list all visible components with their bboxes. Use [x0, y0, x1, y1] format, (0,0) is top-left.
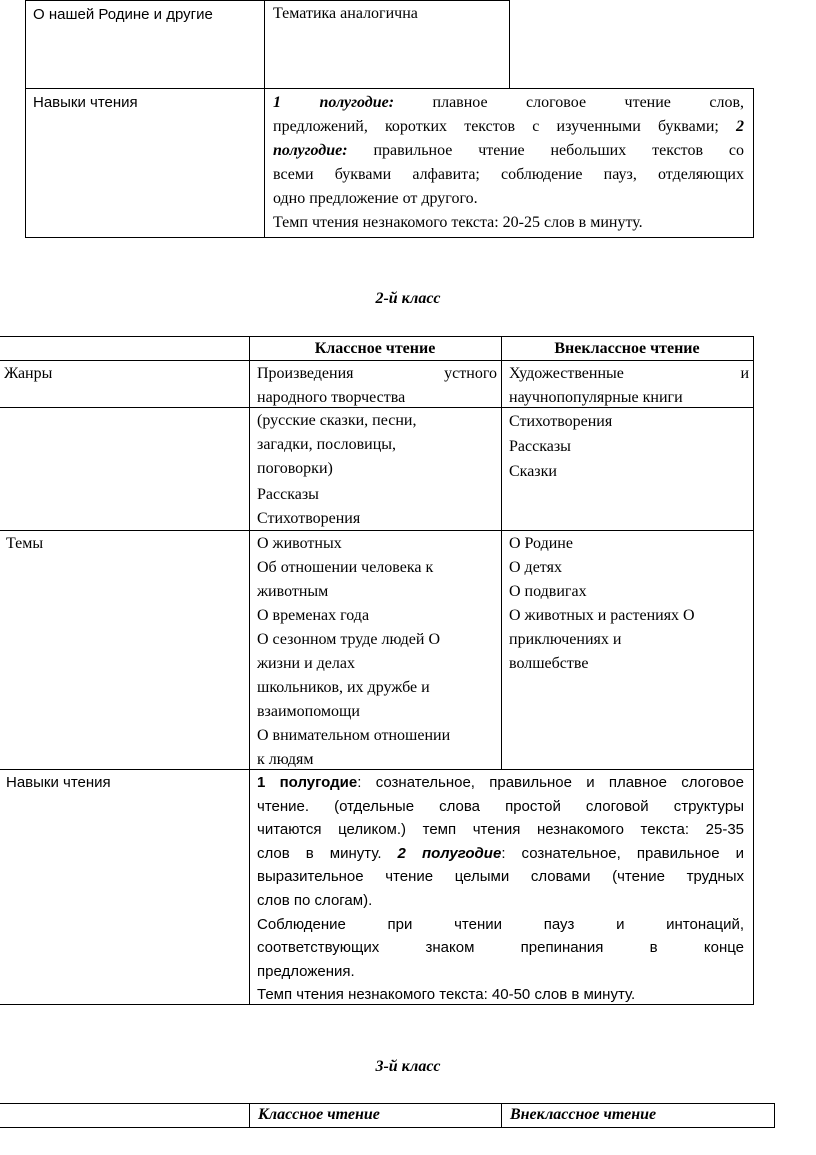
text-line: народного творчества	[257, 389, 406, 406]
text-line: загадки, пословицы,	[257, 436, 397, 453]
text-line: О Родине	[509, 535, 573, 552]
text-line: предложения.	[257, 962, 355, 980]
text-fragment: слов в минуту.	[257, 844, 398, 862]
text-line: Стихотворения	[257, 510, 361, 527]
col-header-class-reading: Классное чтение	[314, 340, 436, 357]
text-fragment: : сознательное, правильное и	[501, 844, 744, 862]
text-line: О временах года	[257, 607, 370, 624]
text-fragment: одно предложение от другого.	[273, 190, 478, 207]
row-label-themes: Темы	[6, 535, 44, 552]
cell-reading-skills-grade1	[273, 91, 744, 235]
row-label-homeland: О нашей Родине и другие	[33, 6, 213, 23]
col-header-extra-reading: Внеклассное чтение	[554, 340, 700, 357]
cell-genres-extra-list	[509, 409, 749, 484]
cell-genres-class-list	[257, 409, 497, 531]
cell-theme-similar: Тематика аналогична	[273, 5, 418, 22]
text-fragment: правильное чтение небольших текстов со	[347, 142, 744, 159]
text-line: О животных	[257, 535, 342, 552]
text-line: Об отношении человека к	[257, 559, 434, 576]
second-halfyear-number: 2	[736, 118, 744, 135]
text-line: животным	[257, 583, 329, 600]
text-fragment: всеми буквами алфавита; соблюдение пауз, отделяющих	[273, 166, 744, 183]
text-line: О подвигах	[509, 583, 587, 600]
text-line: Сказки	[509, 463, 557, 480]
text-line: соответствующих знаком препинания в конце	[257, 939, 744, 957]
text-line: Рассказы	[509, 438, 571, 455]
cell-themes-class	[257, 532, 497, 772]
text-line: приключениях и	[509, 631, 622, 648]
text-line: чтение. (отдельные слова простой слоговой структуры	[257, 797, 744, 815]
text-line: О сезонном труде людей О	[257, 631, 441, 648]
text-line: Рассказы	[257, 486, 319, 503]
text-line: Стихотворения	[509, 413, 613, 430]
row-label-reading-skills-2: Навыки чтения	[6, 774, 111, 791]
text-line: взаимопомощи	[257, 703, 360, 720]
col-header-extra-reading-3: Внеклассное чтение	[510, 1106, 657, 1123]
reading-tempo: Темп чтения незнакомого текста: 20-25 слов в минуту.	[273, 214, 643, 231]
cell-themes-extra	[509, 532, 749, 676]
text-line: поговорки)	[257, 460, 333, 477]
text-line: Художественные и	[509, 365, 749, 382]
cell-genres-class	[257, 362, 497, 410]
cell-genres-extra	[509, 362, 749, 410]
heading-grade-3: 3-й класс	[375, 1058, 441, 1075]
cell-reading-skills-grade2	[257, 771, 744, 1007]
text-line: волшебстве	[509, 655, 589, 672]
row-label-genres: Жанры	[4, 365, 53, 382]
text-line: (русские сказки, песни,	[257, 412, 417, 429]
text-line: читаются целиком.) темп чтения незнакомого текста: 25-35	[257, 821, 744, 839]
reading-tempo: Темп чтения незнакомого текста: 40-50 слов в минуту.	[257, 986, 636, 1004]
first-halfyear-label: 1 полугодие:	[273, 94, 395, 111]
text-line: О детях	[509, 559, 562, 576]
text-line: Произведения устного	[257, 365, 497, 382]
second-halfyear-label: 2 полугодие	[397, 844, 502, 862]
text-line: слов по слогам).	[257, 891, 373, 909]
second-halfyear-label: полугодие:	[273, 142, 348, 159]
col-header-class-reading-3: Классное чтение	[258, 1106, 380, 1123]
text-line: школьников, их дружбе и	[257, 679, 430, 696]
text-line: к людям	[257, 751, 314, 768]
text-line: О животных и растениях О	[509, 607, 695, 624]
text-fragment: плавное слоговое чтение слов,	[394, 94, 745, 111]
text-line: научнопопулярные книги	[509, 389, 683, 406]
heading-grade-2: 2-й класс	[375, 290, 441, 307]
text-fragment: : сознательное, правильное и плавное слоговое	[357, 774, 744, 791]
text-line: жизни и делах	[257, 655, 355, 672]
text-line: выразительное чтение целыми словами (чтение трудных	[257, 868, 744, 886]
text-line: О внимательном отношении	[257, 727, 451, 744]
text-line: Соблюдение при чтении пауз и интонаций,	[257, 915, 744, 933]
first-halfyear-label: 1 полугодие	[257, 774, 358, 791]
row-label-reading-skills: Навыки чтения	[33, 94, 138, 111]
text-fragment: предложений, коротких текстов с изученными буквами;	[273, 118, 736, 135]
